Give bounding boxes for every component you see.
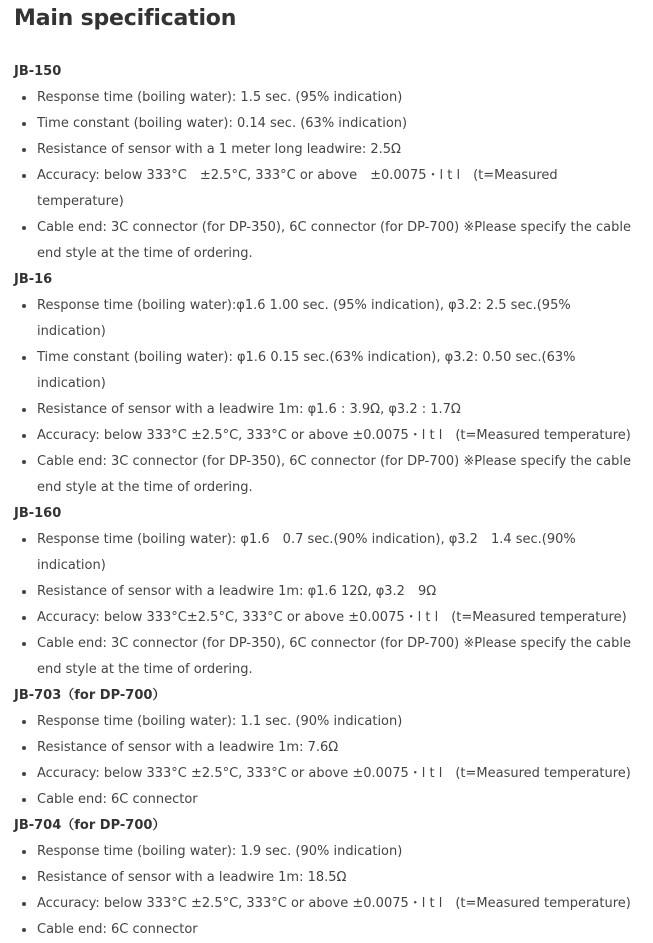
bullet-icon — [22, 798, 26, 802]
bullet-icon — [22, 434, 26, 438]
bullet-icon — [22, 902, 26, 906]
spec-item — [14, 111, 653, 137]
spec-item — [14, 865, 653, 891]
spec-list — [14, 709, 653, 813]
model-heading: JB-160 — [14, 506, 62, 521]
bullet-icon — [22, 304, 26, 308]
spec-item-text: Cable end: 6C connector — [37, 792, 198, 807]
spec-item-text: Accuracy: below 333°C±2.5°C, 333°C or above ±0.0075・l t l (t=Measured temperature) — [37, 610, 627, 625]
spec-item — [14, 345, 653, 397]
spec-item — [14, 605, 653, 631]
bullet-icon — [22, 746, 26, 750]
spec-item-text: Response time (boiling water): φ1.6 0.7 sec.(90% indication), φ3.2 1.4 sec.(90% indication) — [37, 532, 576, 573]
bullet-icon — [22, 226, 26, 230]
spec-section — [14, 267, 653, 501]
bullet-icon — [22, 642, 26, 646]
spec-item-text: Response time (boiling water):φ1.6 1.00 sec. (95% indication), φ3.2: 2.5 sec.(95% indication) — [37, 298, 571, 339]
spec-item — [14, 163, 653, 215]
bullet-icon — [22, 408, 26, 412]
spec-item — [14, 85, 653, 111]
bullet-icon — [22, 850, 26, 854]
spec-sections — [14, 59, 653, 943]
bullet-icon — [22, 538, 26, 542]
spec-list — [14, 293, 653, 501]
bullet-icon — [22, 174, 26, 178]
spec-item — [14, 735, 653, 761]
spec-item — [14, 579, 653, 605]
bullet-icon — [22, 460, 26, 464]
spec-item — [14, 839, 653, 865]
bullet-icon — [22, 96, 26, 100]
spec-item-text: Time constant (boiling water): 0.14 sec. (63% indication) — [37, 116, 408, 131]
spec-section — [14, 683, 653, 813]
spec-item — [14, 215, 653, 267]
model-heading: JB-703（for DP-700） — [14, 688, 166, 703]
spec-item — [14, 293, 653, 345]
spec-item — [14, 137, 653, 163]
spec-item-text: Resistance of sensor with a 1 meter long leadwire: 2.5Ω — [37, 142, 401, 157]
bullet-icon — [22, 590, 26, 594]
spec-item-text: Response time (boiling water): 1.5 sec. (95% indication) — [37, 90, 403, 105]
spec-item-text: Resistance of sensor with a leadwire 1m: 18.5Ω — [37, 870, 347, 885]
spec-list — [14, 527, 653, 683]
bullet-icon — [22, 720, 26, 724]
spec-list — [14, 85, 653, 267]
spec-item — [14, 917, 653, 943]
spec-item — [14, 891, 653, 917]
spec-section — [14, 501, 653, 683]
spec-item-text: Response time (boiling water): 1.9 sec. (90% indication) — [37, 844, 403, 859]
bullet-icon — [22, 616, 26, 620]
spec-item — [14, 631, 653, 683]
spec-list — [14, 839, 653, 943]
bullet-icon — [22, 148, 26, 152]
spec-item — [14, 527, 653, 579]
spec-item-text: Accuracy: below 333°C ±2.5°C, 333°C or above ±0.0075・l t l (t=Measured temperature) — [37, 766, 631, 781]
spec-item-text: Accuracy: below 333°C ±2.5°C, 333°C or above ±0.0075・l t l (t=Measured temperature) — [37, 428, 631, 443]
spec-item-text: Cable end: 3C connector (for DP-350), 6C connector (for DP-700) ※Please specify the cable end style at the time of ordering. — [37, 220, 631, 261]
spec-item — [14, 761, 653, 787]
spec-item-text: Resistance of sensor with a leadwire 1m: 7.6Ω — [37, 740, 339, 755]
spec-item-text: Time constant (boiling water): φ1.6 0.15 sec.(63% indication), φ3.2: 0.50 sec.(63% indication) — [37, 350, 576, 391]
spec-item-text: Cable end: 6C connector — [37, 922, 198, 937]
bullet-icon — [22, 928, 26, 932]
model-heading: JB-16 — [14, 272, 53, 287]
bullet-icon — [22, 122, 26, 126]
model-heading: JB-150 — [14, 64, 62, 79]
bullet-icon — [22, 876, 26, 880]
model-heading: JB-704（for DP-700） — [14, 818, 166, 833]
spec-item-text: Resistance of sensor with a leadwire 1m: φ1.6 12Ω, φ3.2 9Ω — [37, 584, 437, 599]
page-title: Main specification — [14, 6, 237, 31]
spec-item — [14, 397, 653, 423]
spec-item-text: Accuracy: below 333°C ±2.5°C, 333°C or above ±0.0075・l t l (t=Measured temperature) — [37, 168, 558, 209]
spec-item-text: Resistance of sensor with a leadwire 1m: φ1.6 : 3.9Ω, φ3.2 : 1.7Ω — [37, 402, 461, 417]
spec-section — [14, 59, 653, 267]
spec-item — [14, 709, 653, 735]
spec-section — [14, 813, 653, 943]
spec-item — [14, 787, 653, 813]
spec-item — [14, 449, 653, 501]
spec-item — [14, 423, 653, 449]
spec-item-text: Cable end: 3C connector (for DP-350), 6C connector (for DP-700) ※Please specify the cable end style at the time of ordering. — [37, 454, 631, 495]
spec-item-text: Response time (boiling water): 1.1 sec. (90% indication) — [37, 714, 403, 729]
spec-item-text: Accuracy: below 333°C ±2.5°C, 333°C or above ±0.0075・l t l (t=Measured temperature) — [37, 896, 631, 911]
bullet-icon — [22, 772, 26, 776]
spec-item-text: Cable end: 3C connector (for DP-350), 6C connector (for DP-700) ※Please specify the cable end style at the time of ordering. — [37, 636, 631, 677]
bullet-icon — [22, 356, 26, 360]
